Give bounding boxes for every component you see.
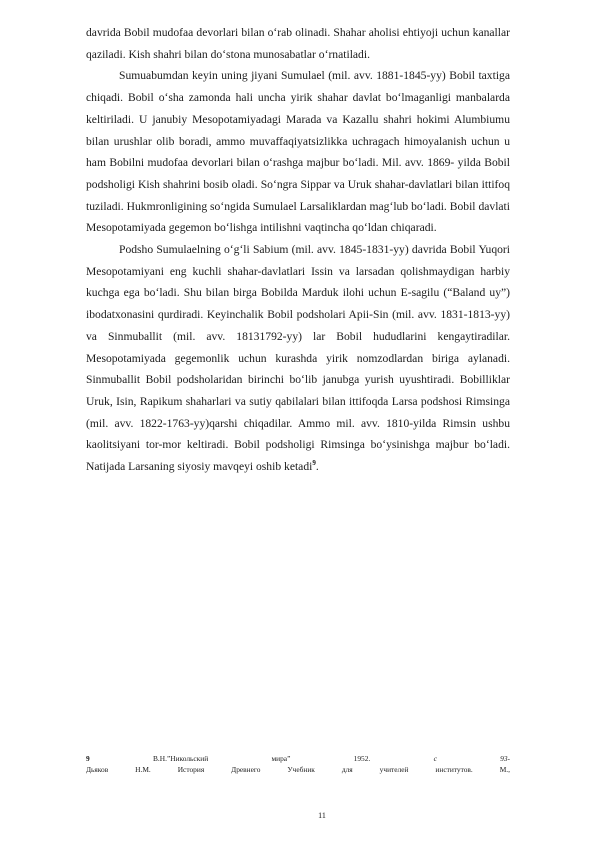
paragraph-3 <box>86 239 510 478</box>
footnote-line-2: Дьяков Н.М. История Древнего Учебник для учителей институтов. М., <box>86 764 510 774</box>
footnote-line-1 <box>86 754 510 765</box>
footnote-reference[interactable]: 9 <box>312 459 316 468</box>
body-text <box>86 22 510 478</box>
footnote <box>86 754 510 775</box>
paragraph-3-end: . <box>315 460 319 474</box>
footnote-text: В.Н.”Никольский мира” 1952. <box>89 754 371 763</box>
paragraph-3-text: Podsho Sumulaelning o‘g‘li Sabium (mil. avv. 1845-1831-yy) davrida Bobil Yuqori Mesopotamiyani eng kuchli shahar-davlatlari Issin va larsadan qolishmaydigan harbiy kuchga ega bo‘ladi. Shu bilan birga Bobilda Marduk ilohi uchun E-sagilu (“Baland uy”) ibodatxonasini qurdiradi. Keyinchalik Bobil podsholari Apii-Sin (mil. avv. 1831-1813-yy) va Sinmuballit (mil. avv. 18131792-yy) lar Bobil hududlarini kengaytiradilar. Mesopotamiyada gegemonlik uchun kurashda yirik nomzodlardan biriga aylanadi. Sinmuballit Bobil podsholaridan birinchi bo‘lib janubga yurish uyushtiradi. Bobilliklar Uruk, Isin, Rapikum shaharlari va sutiy qabilalari bilan ittifoqda Larsa podshosi Rimsinga (mil. avv. 1822-1763-yy)qarshi chiqadilar. Ammo mil. avv. 1810-yilda Rimsin ushbu kaolitsiyani tor-mor keltiradi. Bobil podsholigi Rimsinga bo‘ysinishga majbur bo‘ladi. Natijada Larsaning siyosiy mavqeyi oshib ketadi <box>86 243 510 474</box>
paragraph-1: davrida Bobil mudofaa devorlari bilan o‘rab olinadi. Shahar aholisi ehtiyoji uchun kanallar qaziladi. Kish shahri bilan do‘stona munosabatlar o‘rnatiladi. <box>86 26 510 61</box>
footnote-pages: с 93- <box>433 754 510 763</box>
page-number: 11 <box>318 811 326 820</box>
footnote-number: 9 <box>86 754 90 763</box>
paragraph-2: Sumuabumdan keyin uning jiyani Sumulael (mil. avv. 1881-1845-yy) Bobil taxtiga chiqadi. Bobil o‘sha zamonda hali uncha yirik shahar davlat bo‘lmaganligi manbalarda keltiriladi. U janubiy Mesopotamiyadagi Marada va Kazallu shahri hokimi Alumbiumu bilan urushlar olib boradi, ammo muvaffaqiyatsizlikka uchragach himoyalanish uchun u ham Bobilni mudofaa devorlari bilan o‘rashga majbur bo‘ladi. Mil. avv. 1869- yilda Bobil podsholigi Kish shahrini bosib oladi. So‘ngra Sippar va Uruk shahar-davlatlari bilan ittifoq tuziladi. Hukmronligining so‘ngida Sumulael Larsaliklardan mag‘lub bo‘ladi. Bobil davlati Mesopotamiyada gegemon bo‘lishga intilishni vaqtincha qo‘ldan chiqaradi. <box>86 69 510 235</box>
